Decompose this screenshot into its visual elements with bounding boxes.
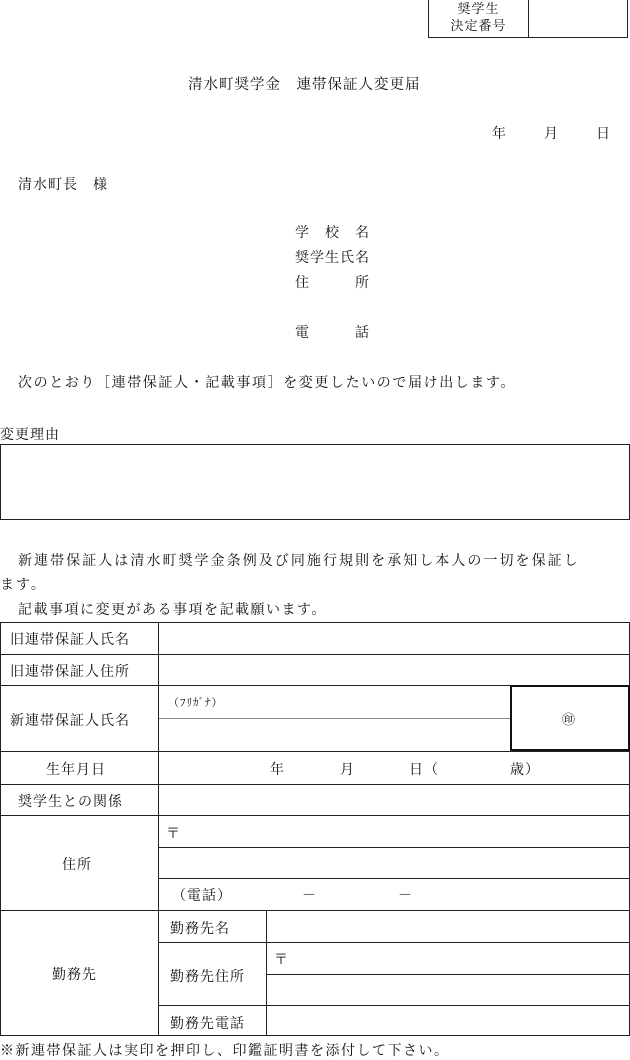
decision-number-label-line1: 奨学生: [457, 2, 500, 17]
postal-mark: 〒: [166, 826, 181, 842]
footnote: ※新連帯保証人は実印を押印し、印鑑証明書を添付して下さい。: [0, 1043, 450, 1059]
work-divider: [158, 942, 630, 943]
furigana-label: （ﾌﾘｶﾞﾅ）: [168, 696, 224, 709]
birth-day-label: 日（: [409, 762, 439, 778]
applicant-address-label: 住 所: [295, 275, 370, 291]
pledge-text-line1: 新連帯保証人は清水町奨学金条例及び同施行規則を承知し本人の一切を保証し: [18, 553, 580, 569]
workplace-address-label: 勤務先住所: [170, 969, 245, 985]
note-text: 記載事項に変更がある事項を記載願います。: [18, 602, 327, 618]
address-divider: [158, 878, 630, 879]
old-guarantor-name-label: 旧連帯保証人氏名: [10, 632, 130, 648]
work-divider: [158, 1005, 630, 1006]
label-column-divider: [158, 622, 159, 1036]
old-guarantor-address-label: 旧連帯保証人住所: [10, 664, 130, 680]
reason-box[interactable]: [0, 444, 630, 520]
date-day-label: 日: [596, 126, 610, 142]
phone-dash-1: －: [302, 888, 317, 904]
workplace-name-label: 勤務先名: [170, 921, 230, 937]
phone-prefix-label: （電話）: [172, 888, 232, 904]
form-title: 清水町奨学金 連帯保証人変更届: [188, 77, 421, 93]
student-name-label: 奨学生氏名: [295, 250, 370, 266]
table-row-divider: [0, 815, 630, 816]
decision-number-label: [429, 0, 529, 37]
work-column-divider: [266, 910, 267, 1036]
address-label: 住所: [62, 857, 92, 873]
birthdate-label: 生年月日: [46, 762, 106, 778]
birth-year-label: 年: [270, 762, 285, 778]
workplace-phone-label: 勤務先電話: [170, 1016, 245, 1032]
birth-month-label: 月: [340, 762, 355, 778]
decision-number-label-line2: 決定番号: [450, 19, 507, 34]
table-row-divider: [0, 910, 630, 911]
date-year-label: 年: [492, 126, 506, 142]
decision-number-box: [428, 0, 628, 38]
workplace-postal-mark: 〒: [274, 952, 289, 968]
workplace-label: 勤務先: [52, 967, 97, 983]
intro-text: 次のとおり［連帯保証人・記載事項］を変更したいので届け出します。: [18, 375, 517, 391]
table-row-divider: [0, 654, 630, 655]
applicant-phone-label: 電 話: [295, 325, 370, 341]
date-month-label: 月: [544, 126, 558, 142]
address-divider: [158, 847, 630, 848]
birth-age-label: 歳）: [510, 762, 540, 778]
table-row-divider: [0, 784, 630, 785]
work-address-divider: [266, 974, 630, 975]
table-row-divider: [0, 751, 630, 752]
furigana-divider: [158, 718, 510, 719]
reason-label: 変更理由: [0, 427, 60, 443]
pledge-text-line2: ます。: [0, 577, 47, 593]
phone-dash-2: －: [398, 888, 413, 904]
new-guarantor-name-label: 新連帯保証人氏名: [10, 713, 130, 729]
addressee: 清水町長 様: [18, 177, 108, 193]
relation-label: 奨学生との関係: [18, 794, 123, 810]
seal-mark: ㊞: [562, 713, 576, 728]
school-name-label: 学 校 名: [295, 225, 370, 241]
